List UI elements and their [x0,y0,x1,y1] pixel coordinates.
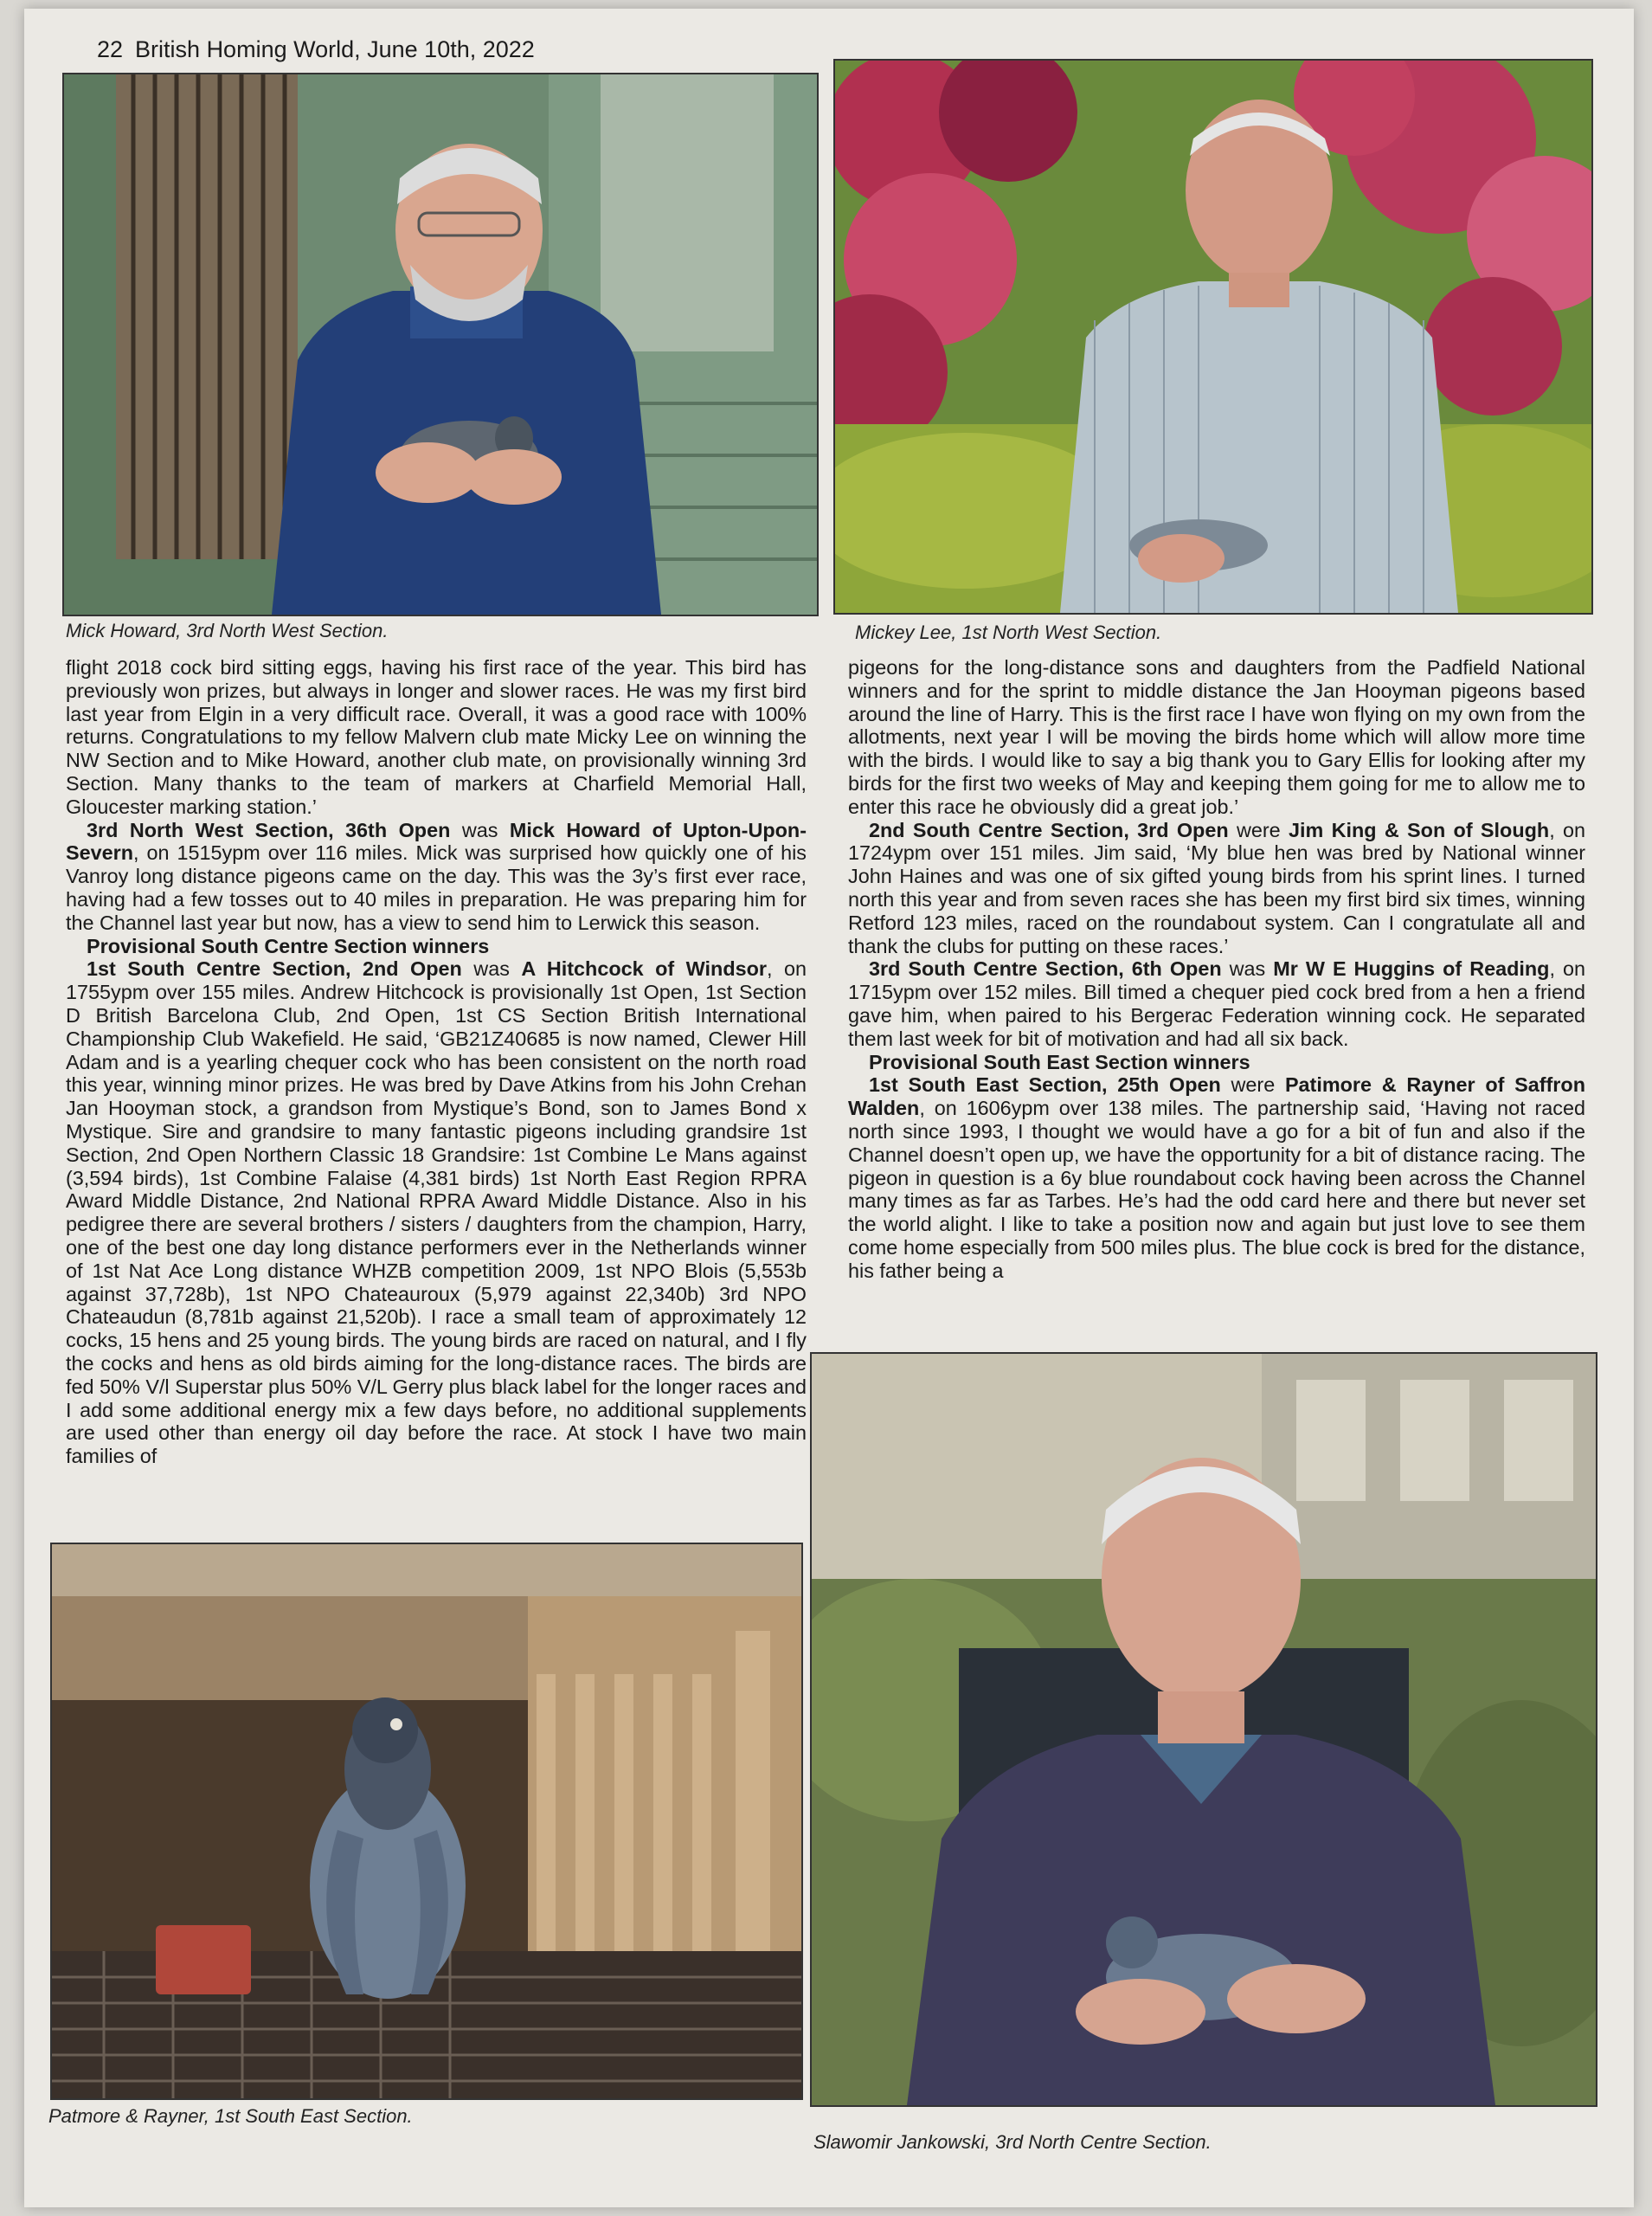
left-subheading: Provisional South Centre Section winners [87,934,490,957]
right-result-heading-2: 3rd South Centre Section, 6th Open [869,957,1222,981]
caption-mick-howard: Mick Howard, 3rd North West Section. [66,620,389,641]
caption-mickey-lee: Mickey Lee, 1st North West Section. [855,622,1162,643]
left-paragraph-1: flight 2018 cock bird sitting eggs, having his first race of the year. This bird has previously won prizes, but always in longer and slower races. He was my first bird last year from Elgin in a very difficult race. Overall, it was a good race with 100% returns. Congratulations to my fellow Malvern club mate Micky Lee on winning the NW Section and to Mike Howard, another club mate, on provisionally winning 3rd Section. Many thanks to the team of markers at Charfield Memorial Hall, Gloucester marking station.’ [66,656,807,818]
right-paragraph-1: pigeons for the long-distance sons and daughters from the Padfield National winners and for the sprint to middle distance the Jan Hooyman pigeons based around the line of Harry. This is the first race I have won flying on my own from the allotments, next year I will be moving the birds home which will allow more time with the birds. I would like to say a big thank you to Gary Ellis for looking after my birds for the first two weeks of May and keeping them going for me to allow me to enter this race he obviously did a great job.’ [848,656,1585,818]
photo-pigeon-loft [50,1543,803,2100]
page-header [97,36,535,63]
left-result-heading-2: 1st South Centre Section, 2nd Open [87,957,462,981]
left-paragraph-3: 1st South Centre Section, 2nd Open was A Hitchcock of Windsor, on 1755ypm over 155 miles. Andrew Hitchcock is provisionally 1st Open, 1st Section D British Barcelona Club, 2nd Open, 1st CS Section British International Championship Club Wakefield. He said, ‘GB21Z40685 is now named, Clewer Hill Adam and is a yearling chequer cock who has been consistent on the north road this year, winning minor prizes. He was bred by Dave Atkins from his John Crehan Jan Hooyman stock, a grandson from Mystique’s Bond, son to James Bond x Mystique. Sire and grandsire to many fantastic pigeons including grandsire 1st Section, 2nd Open Northern Classic 18 Grandsire: 1st Combine Le Mans against (3,594 birds), 1st Combine Falaise (4,381 birds) 1st North East Region RPRA Award Middle Distance, 2nd National RPRA Award Middle Distance. Also in his pedigree there are several brothers / sisters / daughters from the champion, Harry, one of the best one day long distance performers ever in the Netherlands winner of 1st Nat Ace Long distance WHZB competition 2009, 1st NPO Blois (5,553b against 37,728b), 1st NPO Chateauroux (5,979 against 22,340b) 3rd NPO Chateaudun (8,781b against 21,520b). I race a small team of approximately 12 cocks, 15 hens and 25 young birds. The young birds are raced on natural, and I fly the cocks and hens as old birds aiming for the long-distance races. The birds are fed 50% V/l Superstar plus 50% V/L Gerry plus black label for the longer races and I add some additional energy mix a few days before, no additional supplements are used other than energy oil day before the race. At stock I have two main families of [66,957,807,1468]
photo-slawomir-jankowski [810,1352,1597,2107]
publication-title: British Homing World, June 10th, 2022 [135,36,535,62]
right-result-heading-1: 2nd South Centre Section, 3rd Open [869,818,1229,841]
right-paragraph-2: 2nd South Centre Section, 3rd Open were Jim King & Son of Slough, on 1724ypm over 151 miles. Jim said, ‘My blue hen was bred by National winner John Haines and was one of six gifted young birds from his sprint lines. I turned north this year and from seven races she has been my first bird six times, winning Retford 123 miles, raced on the roundabout system. Can I congratulate all and thank the clubs for putting on these races.’ [848,818,1586,957]
left-paragraph-2: 3rd North West Section, 36th Open was Mick Howard of Upton-Upon-Severn, on 1515ypm over 116 miles. Mick was surprised how quickly one of his Vanroy long distance pigeons came on the day. This was the 3y’s first ever race, having had a few tosses out to 40 miles in preparation. He was preparing him for the Channel last year but now, has a view to send him to Lerwick this season. [66,818,807,934]
photo-mickey-lee [833,59,1593,615]
newspaper-page [24,9,1634,2207]
page-number: 22 [97,36,124,62]
left-result-heading-1: 3rd North West Section, 36th Open [87,818,451,841]
photo-mick-howard [62,73,819,616]
right-winner-name-2: Mr W E Huggins of Reading [1273,957,1550,981]
left-winner-name-2: A Hitchcock of Windsor [521,957,768,981]
right-winner-name-3: Patimore & Rayner of Saffron Walden [848,1073,1585,1120]
right-winner-name-1: Jim King & Son of Slough [1288,818,1550,841]
left-winner-name-1: Mick Howard of Upton-Upon-Severn [66,818,807,865]
right-paragraph-4: 1st South East Section, 25th Open were Patimore & Rayner of Saffron Walden, on 1606ypm over 138 miles. The partnership said, ‘Having not raced north since 1993, I thought we would have a go for a bit of fun and also if the Channel doesn’t open up, we have the opportunity for a bit of distance racing. The pigeon in question is a 6y blue roundabout cock having been across the Channel many times as far as Tarbes. He’s had the odd card here and there but never set the world alight. I like to take a position now and again but just love to see them come home especially from 500 miles plus. The blue cock is bred for the distance, his father being a [848,1073,1585,1282]
caption-patmore-rayner: Patmore & Rayner, 1st South East Section. [48,2105,413,2127]
right-result-heading-3: 1st South East Section, 25th Open [869,1073,1221,1097]
right-subheading: Provisional South East Section winners [869,1050,1250,1073]
right-article-column [848,656,1585,1283]
caption-slawomir-jankowski: Slawomir Jankowski, 3rd North Centre Section. [813,2131,1212,2153]
left-article-column [66,656,807,1468]
right-paragraph-3: 3rd South Centre Section, 6th Open was Mr W E Huggins of Reading, on 1715ypm over 152 miles. Bill timed a chequer pied cock bred from a hen a friend gave him, when paired to his Bergerac Federation winning cock. He separated them last week for bit of motivation and had all six back. [848,957,1586,1050]
